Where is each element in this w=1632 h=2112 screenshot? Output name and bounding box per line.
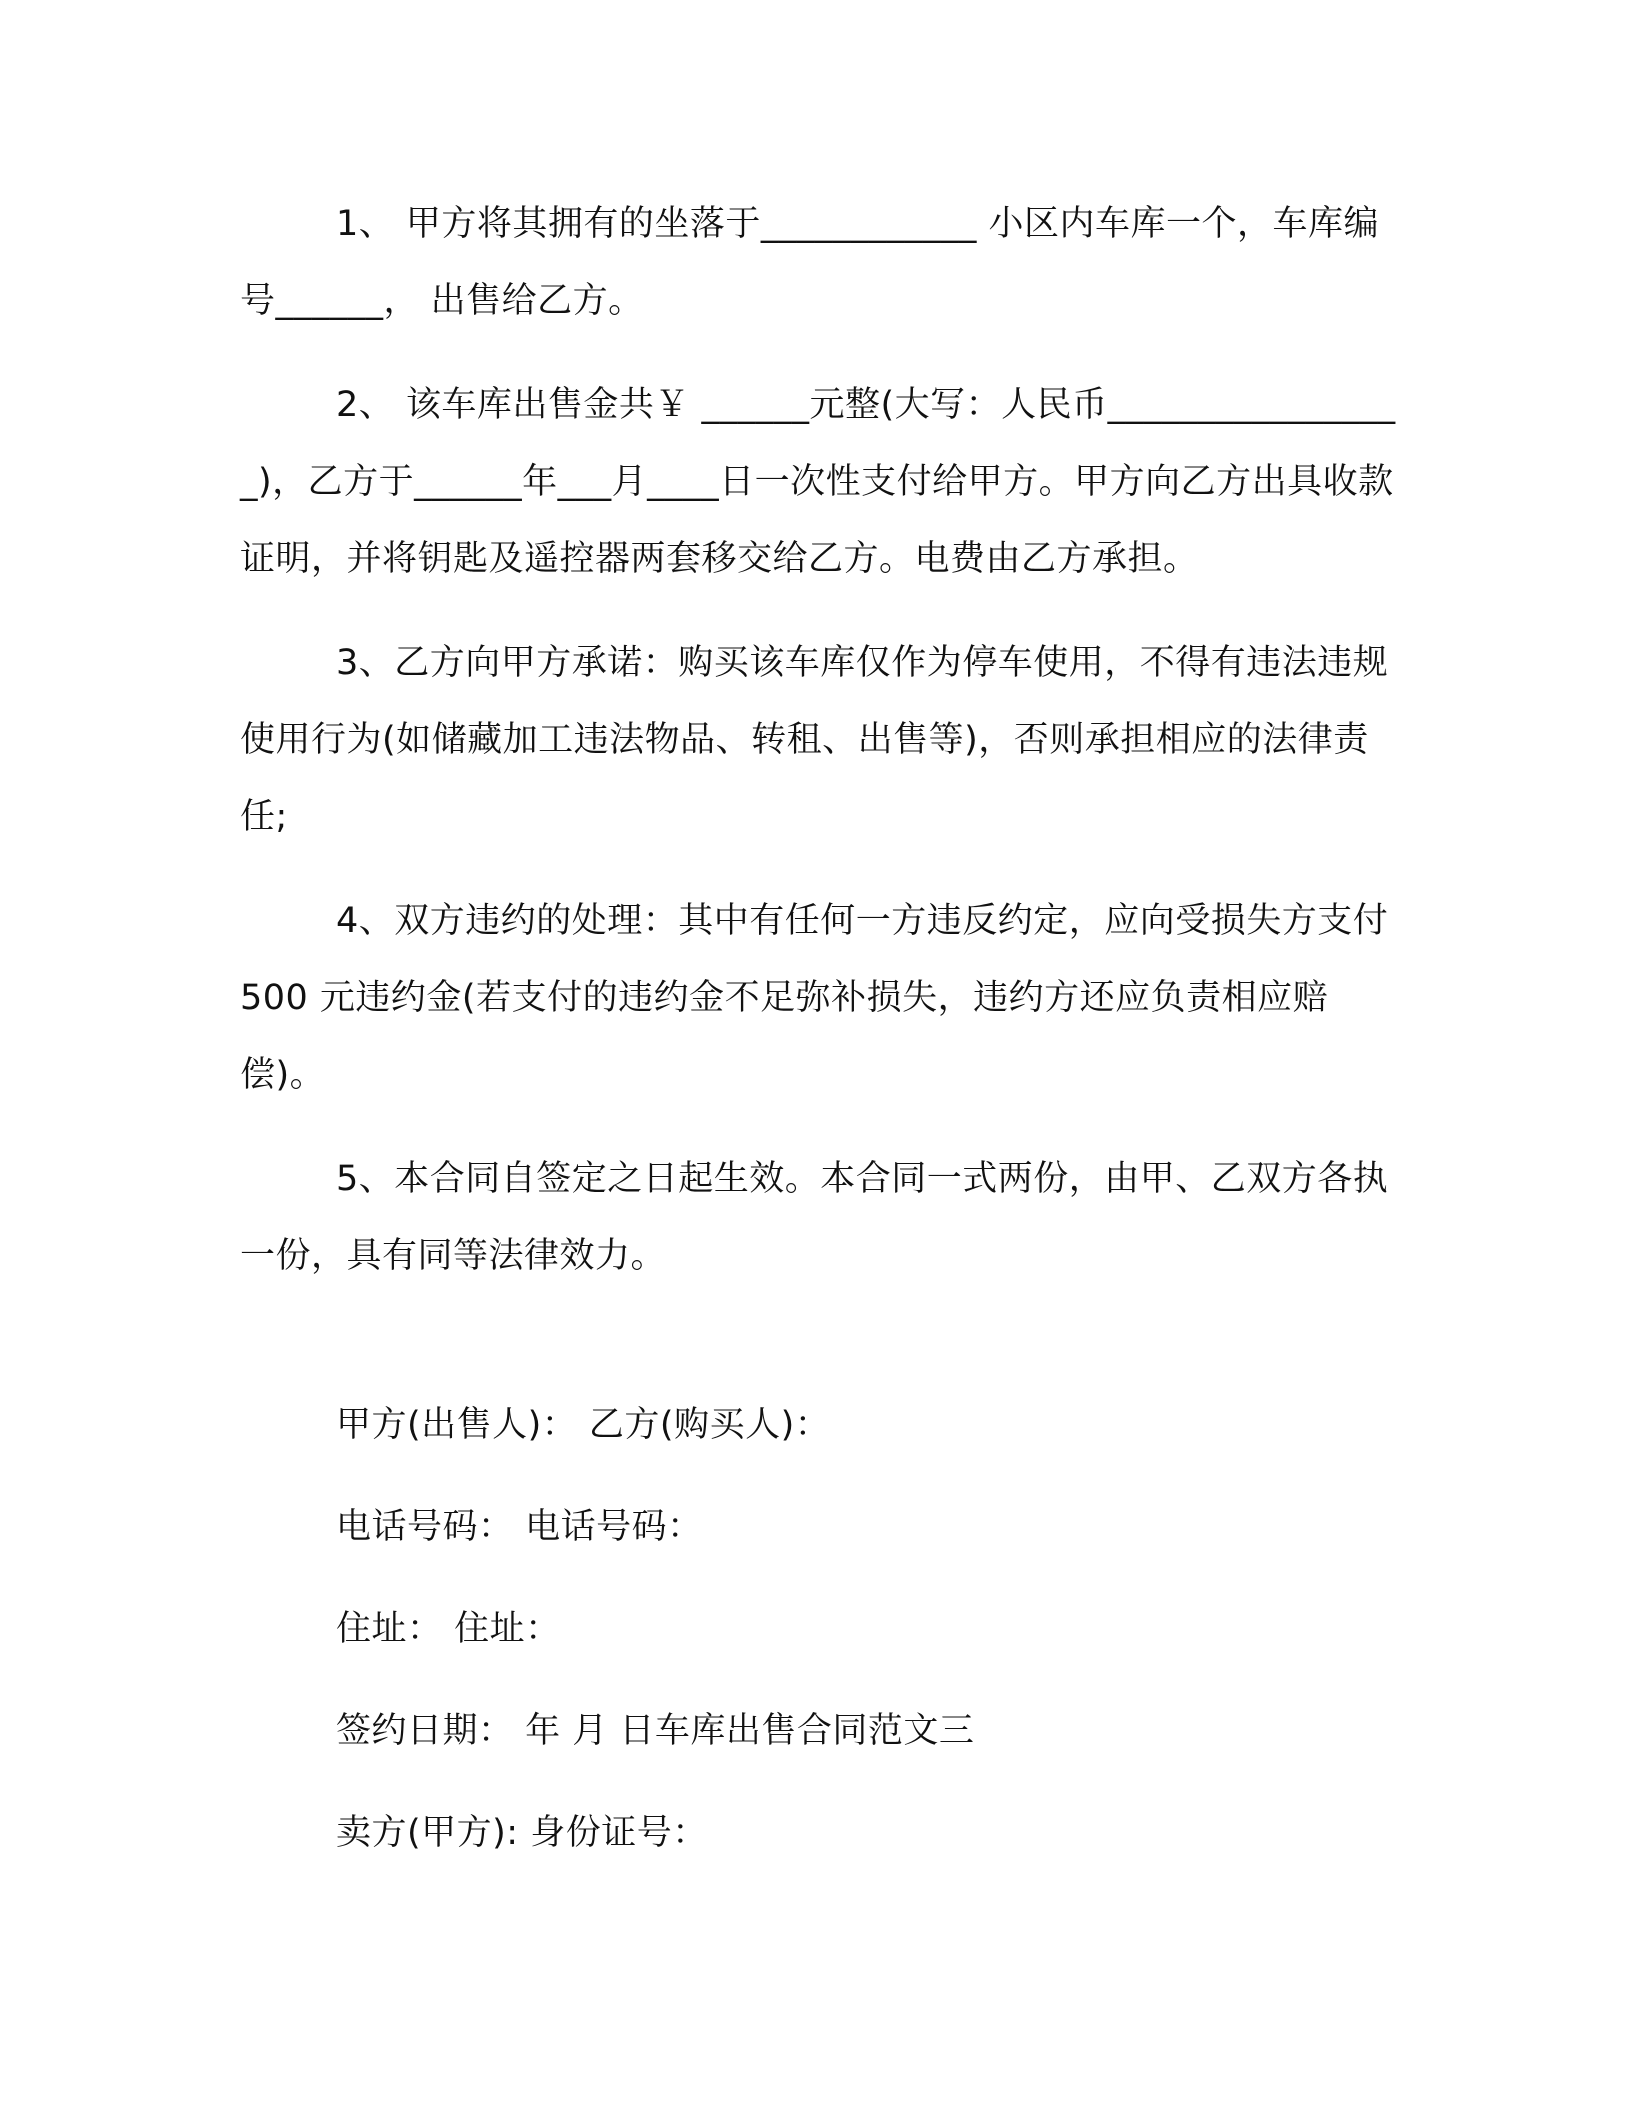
clause-4: 4、双方违约的处理：其中有任何一方违反约定，应向受损失方支付 500 元违约金(若支付的违约金不足弥补损失，违约方还应负责相应赔偿)。 xyxy=(240,901,1389,1095)
clause-5: 5、本合同自签定之日起生效。本合同一式两份，由甲、乙双方各执一份，具有同等法律效力。 xyxy=(240,1159,1389,1276)
signature-phone: 电话号码： 电话号码： xyxy=(336,1507,703,1547)
contract-body xyxy=(240,186,1400,1322)
signature-parties: 甲方(出售人)： 乙方(购买人)： xyxy=(336,1405,831,1445)
signature-date: 签约日期： 年 月 日车库出售合同范文三 xyxy=(336,1711,975,1751)
clause-1: 1、 甲方将其拥有的坐落于____________ 小区内车库一个，车库编号______， 出售给乙方。 xyxy=(240,204,1380,321)
clause-3: 3、乙方向甲方承诺：购买该车库仅作为停车使用，不得有违法违规使用行为(如储藏加工违法物品、转租、出售等)，否则承担相应的法律责任; xyxy=(240,643,1389,837)
seller-id-line: 卖方(甲方): 身份证号： xyxy=(336,1813,708,1853)
clause-2: 2、 该车库出售金共￥ ______元整(大写：人民币_________________)，乙方于______年___月____日一次性支付给甲方。甲方向乙方出具收款证明，并将钥匙及遥控器两套移交给乙方。电费由乙方承担。 xyxy=(240,385,1396,579)
signature-address: 住址： 住址： xyxy=(336,1609,561,1649)
